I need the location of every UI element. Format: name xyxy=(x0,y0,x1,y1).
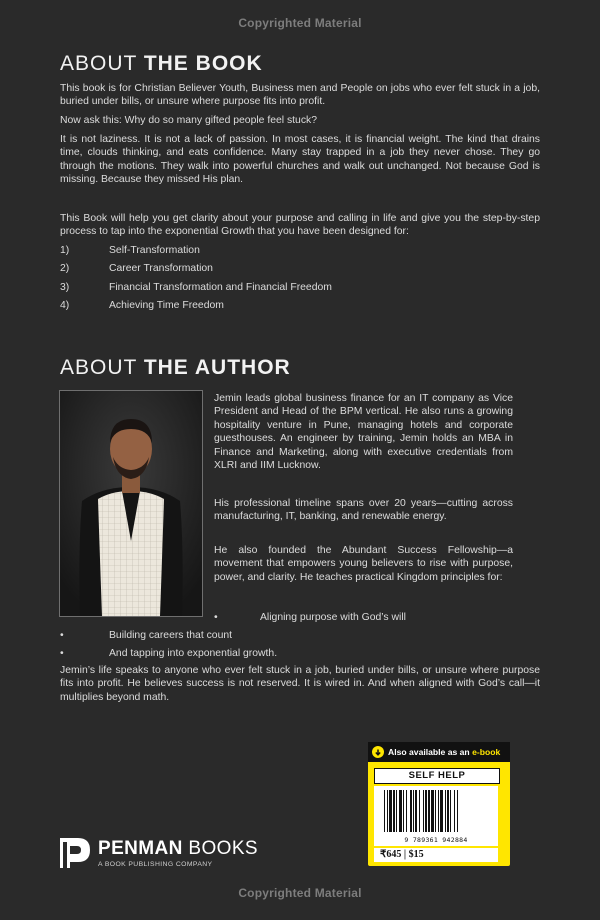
list-item-text: Achieving Time Freedom xyxy=(109,299,224,311)
author-bullet-text: Aligning purpose with God’s will xyxy=(260,612,406,623)
about-author-paragraph-4: Jemin’s life speaks to anyone who ever felt stuck in a job, buried under bills, or unsure where purpose fits into profit. He believes success is not reserved. It is wired in. And when aligned with God’s call—it multiplies beyond math. xyxy=(60,665,540,703)
barcode-bar xyxy=(447,790,449,832)
barcode-bar xyxy=(384,790,385,832)
about-book-heading-bold: THE BOOK xyxy=(143,52,263,75)
about-author-heading xyxy=(60,356,291,380)
list-item-number: 4) xyxy=(60,299,70,311)
barcode-bar xyxy=(415,790,417,832)
barcode-bar xyxy=(435,790,436,832)
publisher-name-rest: BOOKS xyxy=(182,838,259,859)
ebook-label xyxy=(388,742,500,762)
barcode-bar xyxy=(410,790,412,832)
barcode-bar xyxy=(440,790,443,832)
list-item-number: 1) xyxy=(60,245,70,256)
barcode-bar xyxy=(393,790,395,832)
bullet-icon: • xyxy=(214,612,218,623)
list-item-number: 2) xyxy=(60,263,70,275)
about-author-paragraph-2: His professional timeline spans over 20 years—cutting across manufacturing, IT, banking, and renewable energy. xyxy=(214,498,513,523)
barcode-bar xyxy=(428,790,430,832)
about-author-paragraph-1: Jemin leads global business finance for an IT company as Vice President and Head of the BPM vertical. He also runs a growing hospitality venture in Pune, managing hotels and corporate guesthouses. An engineer by training, Jemin holds an MBA in Finance and Marketing, along with executive credentials from XLRI and IIM Lucknow. xyxy=(214,393,513,472)
barcode-bar xyxy=(431,790,434,832)
ebook-prefix: Also available as an xyxy=(388,747,473,757)
barcode-bar xyxy=(396,790,397,832)
barcode-bar xyxy=(389,790,392,832)
bullet-icon: • xyxy=(60,630,64,641)
about-author-heading-bold: THE AUTHOR xyxy=(143,356,291,379)
publisher-logo xyxy=(58,836,259,875)
penman-logo-icon xyxy=(58,836,92,870)
about-book-paragraph-2: Now ask this: Why do so many gifted people feel stuck? xyxy=(60,115,318,126)
list-item xyxy=(60,282,540,300)
barcode-bars-icon xyxy=(374,786,498,838)
watermark-bottom: Copyrighted Material xyxy=(238,886,362,900)
price-label: ₹645 | $15 xyxy=(374,848,498,862)
about-book-paragraph-1: This book is for Christian Believer Youth, Business men and People on jobs who ever felt stuck in a job, buried under bills, or unsure where purpose fits into profit. xyxy=(60,83,540,108)
watermark-top: Copyrighted Material xyxy=(238,16,362,30)
about-author-heading-prefix: ABOUT xyxy=(60,356,137,379)
transformation-list xyxy=(60,245,540,318)
about-book-heading-prefix: ABOUT xyxy=(60,52,137,75)
barcode-bar xyxy=(423,790,424,832)
ebook-availability-strip xyxy=(368,742,510,762)
barcode xyxy=(374,786,498,846)
author-photo xyxy=(59,390,203,617)
barcode-bar xyxy=(403,790,404,832)
list-item-text: Self-Transformation xyxy=(109,245,200,256)
barcode-bar xyxy=(413,790,414,832)
list-item xyxy=(60,263,540,281)
barcode-bar xyxy=(445,790,446,832)
barcode-bar xyxy=(425,790,427,832)
barcode-bar xyxy=(457,790,458,832)
list-item-number: 3) xyxy=(60,281,70,293)
author-portrait-illustration xyxy=(60,391,202,616)
publisher-tagline: A BOOK PUBLISHING COMPANY xyxy=(98,861,213,868)
barcode-bar xyxy=(454,790,455,832)
about-book-paragraph-4: This Book will help you get clarity about your purpose and calling in life and give you the step-by-step process to tap into the exponential Growth that you have been designed for: xyxy=(60,213,540,238)
barcode-bar xyxy=(387,790,388,832)
bullet-icon: • xyxy=(60,648,64,659)
category-label: SELF HELP xyxy=(374,768,500,784)
list-item xyxy=(60,300,540,318)
about-book-paragraph-3: It is not laziness. It is not a lack of passion. In most cases, it is financial weight. The kind that drains time, clouds thinking, and eats confidence. Many stay trapped in a job they never chose. They go through the motions. They walk into powerful churches and walk out unchanged. Not because God is missing. Because they missed His plan. xyxy=(60,134,540,186)
author-bullet-text: Building careers that count xyxy=(109,630,233,641)
download-icon xyxy=(372,746,384,758)
list-item-text: Financial Transformation and Financial Freedom xyxy=(109,281,332,293)
publisher-name xyxy=(98,838,258,860)
barcode-bar xyxy=(419,790,420,832)
about-author-paragraph-3: He also founded the Abundant Success Fellowship—a movement that empowers young believers to rise with purpose, power, and clarity. He teaches practical Kingdom principles for: xyxy=(214,545,513,583)
list-item-text: Career Transformation xyxy=(109,263,213,275)
author-bullet-text: And tapping into exponential growth. xyxy=(109,648,278,659)
barcode-price-block xyxy=(368,742,510,866)
ebook-highlight: e-book xyxy=(472,747,501,757)
publisher-name-bold: PENMAN xyxy=(98,838,183,859)
barcode-bar xyxy=(450,790,451,832)
isbn-number: 9 789361 942884 xyxy=(404,836,468,844)
list-item xyxy=(60,245,540,263)
barcode-bar xyxy=(406,790,407,832)
barcode-bar xyxy=(399,790,402,832)
about-book-heading xyxy=(60,52,263,76)
barcode-bar xyxy=(438,790,439,832)
